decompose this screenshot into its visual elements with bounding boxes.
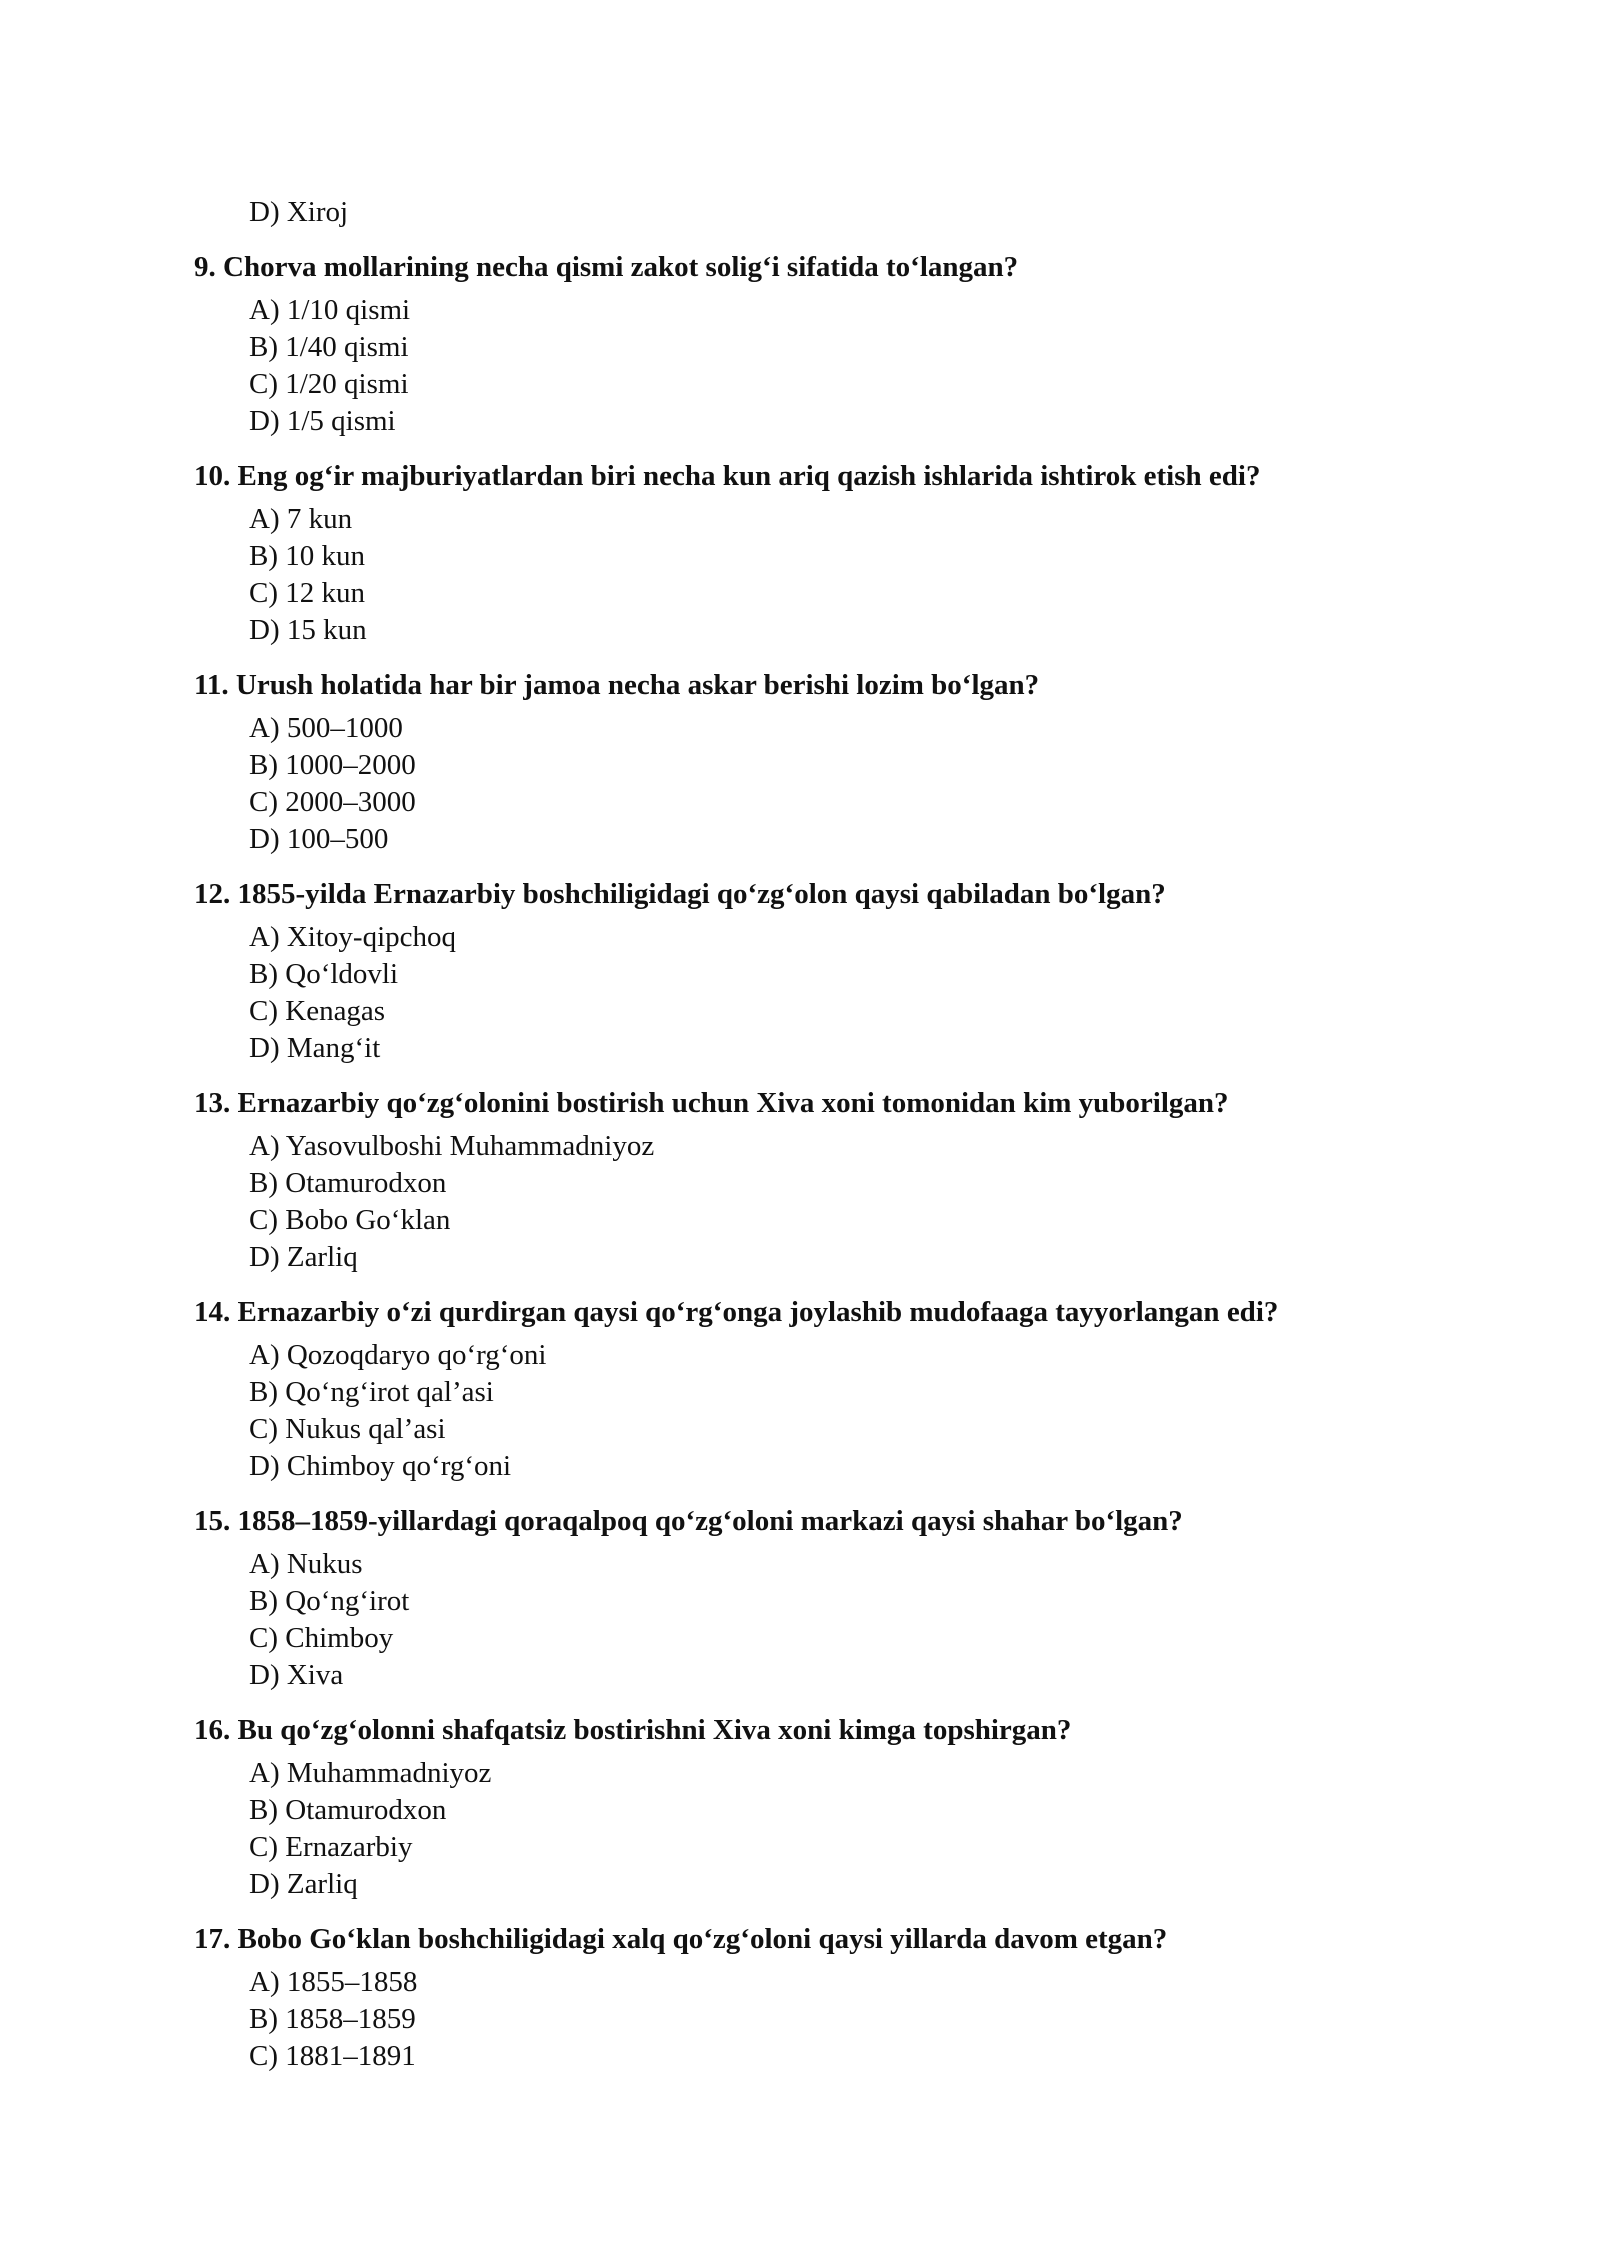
answer-option: D) Mang‘it	[249, 1032, 381, 1064]
question-text: 11. Urush holatida har bir jamoa necha askar berishi lozim bo‘lgan?	[194, 669, 1040, 701]
answer-option: B) 1000–2000	[249, 749, 416, 781]
answer-option: A) Yasovulboshi Muhammadniyoz	[249, 1130, 655, 1162]
question-block	[194, 668, 1454, 877]
answer-options	[194, 501, 1454, 649]
answer-options	[194, 1128, 1454, 1276]
answer-option: D) Zarliq	[249, 1241, 358, 1273]
answer-options	[194, 292, 1454, 440]
question-block	[194, 1922, 1454, 2131]
answer-option: A) Nukus	[249, 1548, 363, 1580]
answer-option: D) Xiroj	[249, 196, 349, 228]
answer-options	[194, 1964, 1454, 2075]
answer-option: C) 2000–3000	[249, 786, 416, 818]
answer-option: C) Nukus qal’asi	[249, 1413, 446, 1445]
answer-option: B) Otamurodxon	[249, 1167, 447, 1199]
answer-option: C) Ernazarbiy	[249, 1831, 413, 1863]
answer-option: B) Qo‘ldovli	[249, 958, 399, 990]
question-block	[194, 250, 1454, 459]
answer-option: A) Qozoqdaryo qo‘rg‘oni	[249, 1339, 547, 1371]
answer-option: C) 1/20 qismi	[249, 368, 409, 400]
answer-option: A) 1/10 qismi	[249, 294, 411, 326]
answer-option: B) 10 kun	[249, 540, 365, 572]
answer-options	[194, 1755, 1454, 1903]
answer-option: C) Chimboy	[249, 1622, 394, 1654]
question-text: 13. Ernazarbiy qo‘zg‘olonini bostirish uchun Xiva xoni tomonidan kim yuborilgan?	[194, 1087, 1229, 1119]
answer-option: C) Kenagas	[249, 995, 386, 1027]
question-block	[194, 1295, 1454, 1504]
question-block	[194, 1504, 1454, 1713]
question-block	[194, 877, 1454, 1086]
answer-option: D) Chimboy qo‘rg‘oni	[249, 1450, 512, 1482]
question-text: 12. 1855-yilda Ernazarbiy boshchiligidagi qo‘zg‘olon qaysi qabiladan bo‘lgan?	[194, 878, 1166, 910]
answer-option: D) 15 kun	[249, 614, 367, 646]
answer-option: B) Qo‘ng‘irot	[249, 1585, 410, 1617]
answer-option: D) Zarliq	[249, 1868, 358, 1900]
answer-options	[194, 919, 1454, 1067]
answer-option: D) 100–500	[249, 823, 389, 855]
answer-options	[194, 710, 1454, 858]
answer-options	[194, 1337, 1454, 1485]
answer-option: B) 1858–1859	[249, 2003, 416, 2035]
question-text: 16. Bu qo‘zg‘olonni shafqatsiz bostirishni Xiva xoni kimga topshirgan?	[194, 1714, 1072, 1746]
answer-option: A) Muhammadniyoz	[249, 1757, 492, 1789]
answer-option: A) Xitoy-qipchoq	[249, 921, 456, 953]
question-text: 9. Chorva mollarining necha qismi zakot solig‘i sifatida to‘langan?	[194, 251, 1019, 283]
answer-option: B) Qo‘ng‘irot qal’asi	[249, 1376, 494, 1408]
question-block	[194, 459, 1454, 668]
question-block	[194, 1713, 1454, 1922]
answer-option: D) Xiva	[249, 1659, 344, 1691]
answer-option: C) Bobo Go‘klan	[249, 1204, 451, 1236]
answer-option: C) 12 kun	[249, 577, 365, 609]
question-text: 15. 1858–1859-yillardagi qoraqalpoq qo‘zg‘oloni markazi qaysi shahar bo‘lgan?	[194, 1505, 1183, 1537]
question-list	[194, 250, 1454, 2131]
question-block	[194, 1086, 1454, 1295]
answer-option: B) 1/40 qismi	[249, 331, 409, 363]
answer-options	[194, 1546, 1454, 1694]
question-text: 10. Eng og‘ir majburiyatlardan biri necha kun ariq qazish ishlarida ishtirok etish edi?	[194, 460, 1261, 492]
answer-option: A) 7 kun	[249, 503, 353, 535]
answer-option: C) 1881–1891	[249, 2040, 416, 2072]
answer-option: B) Otamurodxon	[249, 1794, 447, 1826]
answer-option: A) 500–1000	[249, 712, 403, 744]
answer-option: D) 1/5 qismi	[249, 405, 396, 437]
answer-option: A) 1855–1858	[249, 1966, 418, 1998]
question-text: 14. Ernazarbiy o‘zi qurdirgan qaysi qo‘rg‘onga joylashib mudofaaga tayyorlangan edi?	[194, 1296, 1279, 1328]
question-text: 17. Bobo Go‘klan boshchiligidagi xalq qo‘zg‘oloni qaysi yillarda davom etgan?	[194, 1923, 1168, 1955]
